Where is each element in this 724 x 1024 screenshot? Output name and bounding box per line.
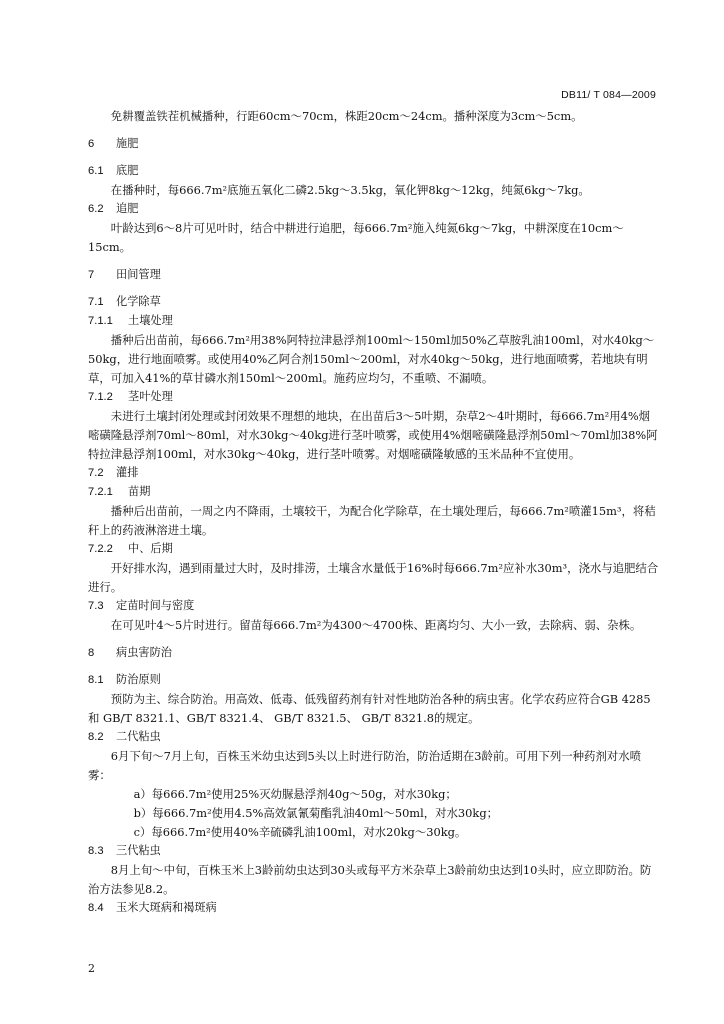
section-title: 土壤处理: [128, 315, 173, 327]
section-number: 7.2.1: [88, 486, 113, 498]
paragraph: 在可见叶4～5片时进行。留苗每666.7m²为4300～4700株、距离均匀、大小一致，去除病、弱、杂株。: [110, 618, 642, 632]
paragraph: 未进行土壤封闭处理或封闭效果不理想的地块，在出苗后3～5叶期，杂草2～4叶期时，每666.7m²用4%烟嘧磺隆悬浮剂70ml～80ml，对水30kg～40kg进行茎叶喷雾，或使用4%烟嘧磺隆悬浮剂50ml～70ml加38%阿特拉津悬浮剂100ml，对水30kg～40kg，进行茎叶喷雾。对烟嘧磺隆敏感的玉米品种不宜使用。: [88, 409, 658, 461]
section-title: 防治原则: [116, 674, 161, 686]
section-title: 底肥: [116, 165, 139, 177]
section-number: 7.2.2: [88, 543, 113, 555]
section-number: 6.1: [88, 165, 104, 177]
list-item: b）每666.7m²使用4.5%高效氯氰菊酯乳油40ml～50ml，对水30kg；: [133, 806, 499, 820]
section-title: 定苗时间与密度: [116, 600, 195, 612]
section-heading-7-1-2: [88, 388, 660, 407]
section-heading-7-1: [88, 293, 660, 312]
section-heading-8-3: [88, 842, 660, 861]
section-number: 8: [88, 647, 95, 659]
section-number: 8.3: [88, 845, 104, 857]
section-heading-6: [88, 135, 660, 154]
section-title: 玉米大斑病和褐斑病: [116, 902, 217, 914]
section-number: 7.1.2: [88, 391, 113, 403]
page-number: 2: [88, 962, 95, 975]
section-heading-7: [88, 266, 660, 285]
section-title: 茎叶处理: [128, 391, 173, 403]
paragraph: 播种后出苗前，一周之内不降雨，土壤较干，为配合化学除草，在土壤处理后，每666.7m²喷灌15m³，将秸秆上的药液淋溶进土壤。: [88, 504, 656, 537]
section-number: 6: [88, 138, 95, 150]
standard-code: DB11/ T 084—2009: [561, 89, 656, 101]
section-number: 7.1.1: [88, 315, 113, 327]
section-number: 7.1: [88, 296, 104, 308]
paragraph: 叶龄达到6～8片可见叶时，结合中耕进行追肥，每666.7m²施入纯氮6kg～7kg，中耕深度在10cm～15cm。: [88, 221, 624, 254]
section-title: 病虫害防治: [116, 647, 172, 659]
section-heading-7-2-2: [88, 540, 660, 559]
section-title: 化学除草: [116, 296, 161, 308]
section-heading-8-1: [88, 671, 660, 690]
section-title: 二代粘虫: [116, 731, 161, 743]
section-number: 8.4: [88, 902, 104, 914]
section-heading-7-2: [88, 464, 660, 483]
section-heading-6-2: [88, 200, 660, 219]
section-number: 7.3: [88, 600, 104, 612]
section-heading-8-2: [88, 728, 660, 747]
section-title: 苗期: [128, 486, 151, 498]
section-number: 8.1: [88, 674, 104, 686]
section-number: 8.2: [88, 731, 104, 743]
section-heading-6-1: [88, 162, 660, 181]
section-number: 6.2: [88, 203, 104, 215]
paragraph: 在播种时，每666.7m²底施五氧化二磷2.5kg～3.5kg，氧化钾8kg～12kg，纯氮6kg～7kg。: [110, 183, 590, 197]
section-heading-8: [88, 644, 660, 663]
paragraph: 播种后出苗前，每666.7m²用38%阿特拉津悬浮剂100ml～150ml加50%乙草胺乳油100ml，对水40kg～50kg，进行地面喷雾。或使用40%乙阿合剂150ml～200ml，对水40kg～50kg，进行地面喷雾，若地块有明草，可加入41%的草甘磷水剂150ml～200ml。施药应均匀，不重喷、不漏喷。: [88, 333, 655, 385]
section-heading-7-2-1: [88, 483, 660, 502]
section-number: 7.2: [88, 467, 104, 479]
paragraph: 预防为主、综合防治。用高效、低毒、低残留药剂有针对性地防治各种的病虫害。化学农药应符合GB 4285和 GB/T 8321.1、GB/T 8321.4、 GB/T 8321.5、 GB/T 8321.8的规定。: [88, 692, 651, 725]
section-title: 田间管理: [116, 269, 161, 281]
paragraph: 免耕覆盖铁茬机械播种，行距60cm～70cm，株距20cm～24cm。播种深度为3cm～5cm。: [110, 109, 583, 123]
paragraph: 开好排水沟，遇到雨量过大时，及时排涝，土壤含水量低于16%时每666.7m²应补水30m³，浇水与追肥结合进行。: [88, 561, 659, 594]
section-number: 7: [88, 269, 95, 281]
section-title: 三代粘虫: [116, 845, 161, 857]
section-title: 中、后期: [128, 543, 173, 555]
section-heading-8-4: [88, 899, 660, 918]
list-item: c）每666.7m²使用40%辛硫磷乳油100ml，对水20kg～30kg。: [133, 825, 467, 839]
paragraph: 8月上旬～中旬，百株玉米上3龄前幼虫达到30头或每平方米杂草上3龄前幼虫达到10头时，应立即防治。防治方法参见8.2。: [88, 863, 652, 896]
section-heading-7-3: [88, 597, 660, 616]
document-body: [88, 107, 660, 918]
paragraph: 6月下旬～7月上旬，百株玉米幼虫达到5头以上时进行防治，防治适期在3龄前。可用下列一种药剂对水喷雾：: [88, 749, 641, 782]
section-title: 施肥: [116, 138, 139, 150]
section-title: 追肥: [116, 203, 139, 215]
list-item: a）每666.7m²使用25%灭幼脲悬浮剂40g～50g，对水30kg；: [133, 787, 457, 801]
section-title: 灌排: [116, 467, 139, 479]
section-heading-7-1-1: [88, 312, 660, 331]
